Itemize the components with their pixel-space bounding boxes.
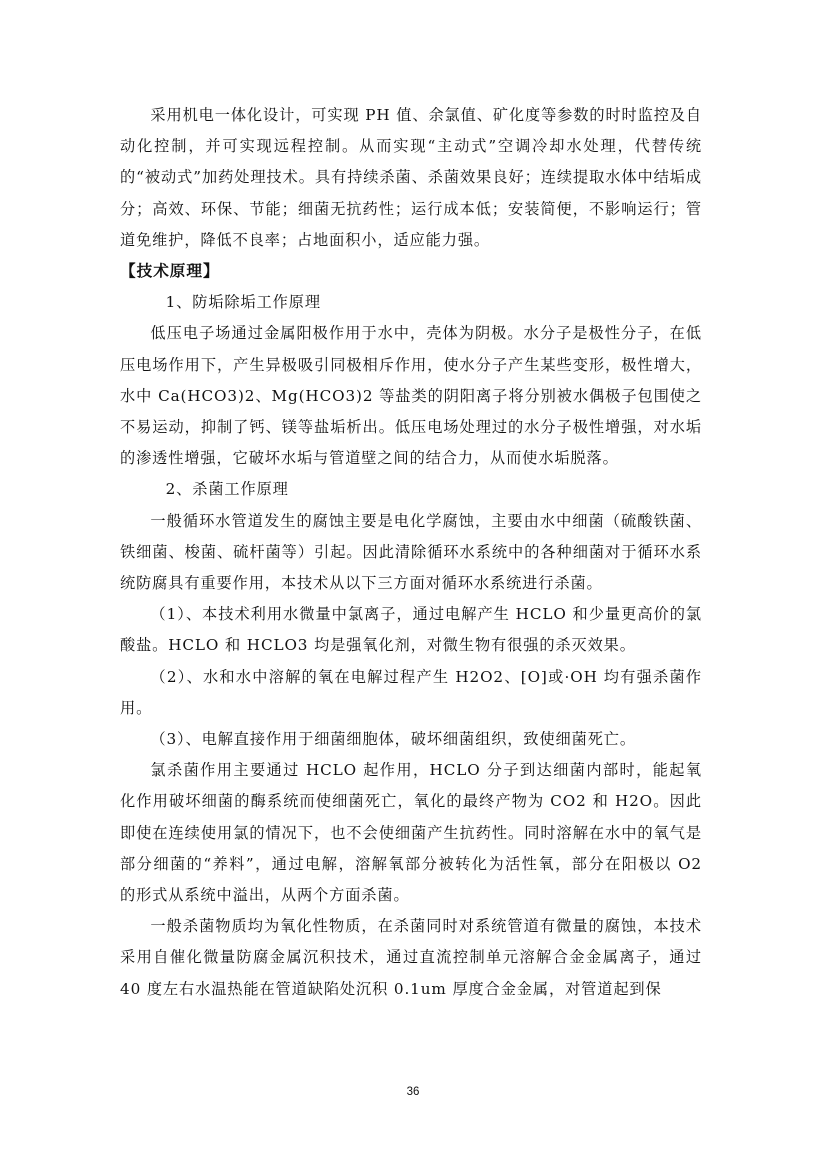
- section-heading-technical-principle: 【技术原理】: [120, 262, 220, 281]
- anticorrosion-paragraph: 一般杀菌物质均为氧化性物质，在杀菌同时对系统管道有微量的腐蚀，本技术采用自催化微量防腐金属沉积技术，通过直流控制单元溶解合金金属离子，通过 40 度左右水温热能在管道缺陷处沉积 0.1um 厚度合金金属，对管道起到保: [120, 917, 702, 998]
- sterilization-item-2: （2）、水和水中溶解的氧在电解过程产生 H2O2、[O]或·OH 均有强杀菌作用。: [120, 667, 702, 717]
- chlorine-sterilization-paragraph: 氯杀菌作用主要通过 HCLO 起作用，HCLO 分子到达细菌内部时，能起氧化作用破坏细菌的酶系统而使细菌死亡，氧化的最终产物为 CO2 和 H2O。因此即使在连续使用氯的情况下，也不会使细菌产生抗药性。同时溶解在水中的氧气是部分细菌的“养料”，通过电解，溶解氧部分被转化为活性氧，部分在阳极以 O2 的形式从系统中溢出，从两个方面杀菌。: [120, 761, 702, 905]
- sterilization-paragraph-intro: 一般循环水管道发生的腐蚀主要是电化学腐蚀，主要由水中细菌（硫酸铁菌、铁细菌、梭菌、硫杆菌等）引起。因此清除循环水系统中的各种细菌对于循环水系统防腐具有重要作用，本技术从以下三方面对循环水系统进行杀菌。: [120, 511, 702, 593]
- page-number: 36: [406, 1086, 420, 1098]
- sterilization-item-3: （3）、电解直接作用于细菌细胞体，破坏细菌组织，致使细菌死亡。: [150, 730, 636, 749]
- sterilization-item-1: （1）、本技术利用水微量中氯离子，通过电解产生 HCLO 和少量更高价的氯酸盐。HCLO 和 HCLO3 均是强氧化剂，对微生物有很强的杀灭效果。: [120, 605, 702, 655]
- intro-paragraph: 采用机电一体化设计，可实现 PH 值、余氯值、矿化度等参数的时时监控及自动化控制，并可实现远程控制。从而实现“主动式”空调冷却水处理，代替传统的“被动式”加药处理技术。具有持续杀菌、杀菌效果良好；连续提取水体中结垢成分；高效、环保、节能；细菌无抗药性；运行成本低；安装简便，不影响运行；管道免维护，降低不良率；占地面积小，适应能力强。: [120, 106, 702, 249]
- subsection-title-sterilization: 2、杀菌工作原理: [165, 480, 289, 499]
- descaling-paragraph: 低压电子场通过金属阳极作用于水中，壳体为阴极。水分子是极性分子，在低压电场作用下，产生异极吸引同极相斥作用，使水分子产生某些变形，极性增大，水中 Ca(HCO3)2、Mg(HCO3)2 等盐类的阴阳离子将分别被水偶极子包围使之不易运动，抑制了钙、镁等盐垢析出。低压电场处理过的水分子极性增强，对水垢的渗透性增强，它破坏水垢与管道壁之间的结合力，从而使水垢脱落。: [120, 324, 702, 468]
- page-body: [120, 100, 702, 1005]
- subsection-title-descaling: 1、防垢除垢工作原理: [165, 293, 321, 312]
